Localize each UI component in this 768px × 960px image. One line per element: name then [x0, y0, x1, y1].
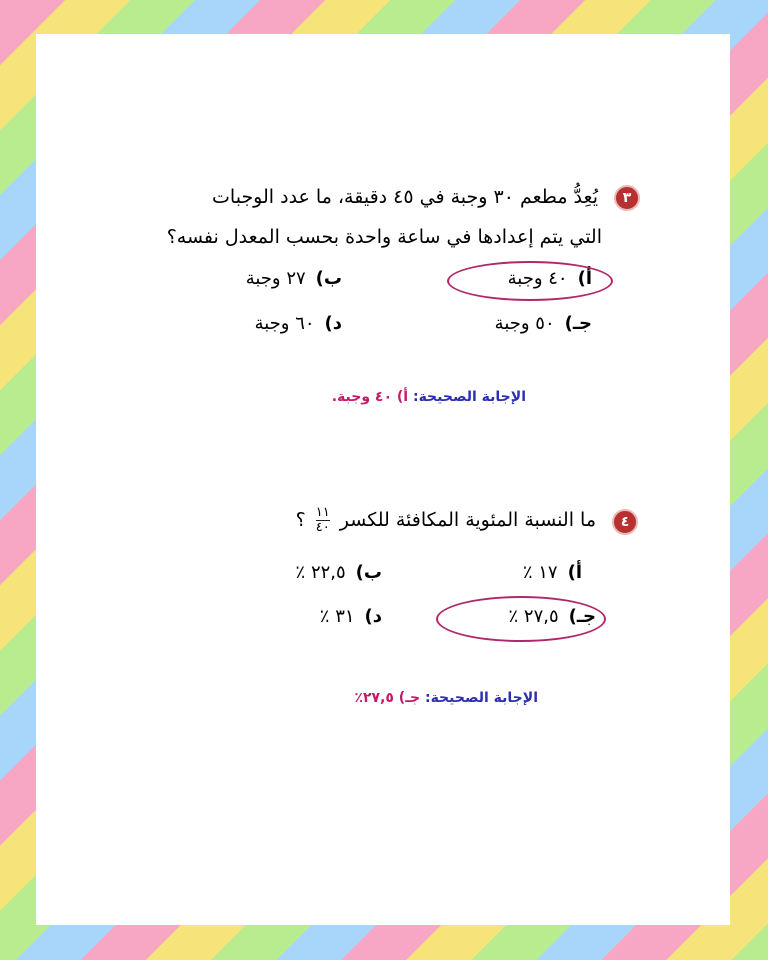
question-3-line-2: التي يتم إعدادها في ساعة واحدة بحسب المعدل نفسه؟: [166, 226, 602, 248]
option-letter: ب): [355, 562, 382, 583]
option-text: ٢٢,٥ ٪: [295, 562, 346, 583]
option-text: ٢٧ وجبة: [245, 268, 306, 289]
answer-value: جـ) ٢٧,٥٪: [354, 690, 421, 706]
question-3-number-badge: [614, 185, 640, 211]
option-letter: د): [324, 313, 342, 334]
question-4-number-badge: [612, 509, 638, 535]
question-3-option-d[interactable]: [255, 313, 342, 334]
question-4-option-b[interactable]: [296, 562, 382, 583]
question-mark: ؟: [295, 509, 306, 531]
question-4-number: ٤: [620, 514, 630, 530]
question-3-option-c[interactable]: [495, 313, 592, 334]
question-3-answer: [332, 389, 526, 405]
option-text: ٢٧,٥ ٪: [508, 606, 559, 627]
question-4-correct-circle: [436, 596, 606, 642]
answer-label: الإجابة الصحيحة:: [424, 690, 538, 706]
fraction: [316, 506, 330, 535]
fraction-numerator: ١١: [315, 505, 330, 520]
worksheet-page: [36, 34, 730, 925]
option-letter: أ): [577, 268, 592, 289]
answer-value: أ) ٤٠ وجبة.: [331, 389, 409, 405]
question-4-text: [296, 506, 596, 535]
question-3-line-1: يُعِدُّ مطعم ٣٠ وجبة في ٤٥ دقيقة، ما عدد الوجبات: [212, 186, 598, 208]
question-4-option-d[interactable]: [320, 606, 382, 627]
question-3-option-b[interactable]: [246, 268, 342, 289]
option-text: ٦٠ وجبة: [254, 313, 315, 334]
option-letter: د): [364, 606, 382, 627]
question-4-option-a[interactable]: [523, 562, 582, 583]
question-3-correct-circle: [447, 261, 613, 301]
fraction-denominator: ٤٠: [315, 520, 330, 535]
option-letter: ب): [315, 268, 342, 289]
question-4-answer: [354, 690, 538, 706]
option-letter: أ): [567, 562, 582, 583]
option-text: ٤٠ وجبة: [507, 268, 568, 289]
option-letter: جـ): [568, 606, 596, 627]
question-4-prompt: ما النسبة المئوية المكافئة للكسر: [339, 509, 596, 531]
option-text: ٥٠ وجبة: [494, 313, 555, 334]
option-text: ٣١ ٪: [319, 606, 355, 627]
option-text: ١٧ ٪: [522, 562, 558, 583]
option-letter: جـ): [564, 313, 592, 334]
question-3-number: ٣: [622, 190, 632, 206]
answer-label: الإجابة الصحيحة:: [412, 389, 526, 405]
